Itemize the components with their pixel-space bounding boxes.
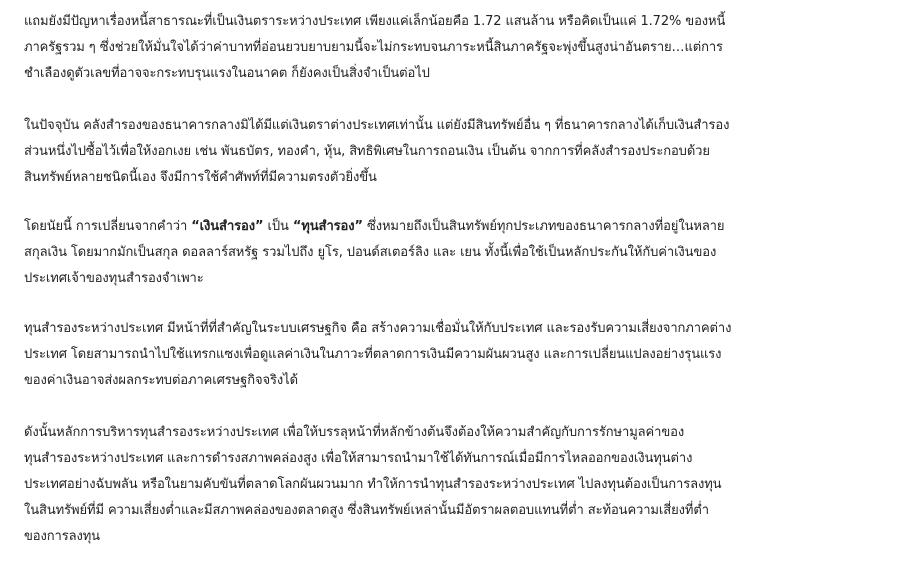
paragraph-line: ชำเลืองดูตัวเลขที่อาจจะกระทบรุนแรงในอนาคต ก็ยังคงเป็นสิ่งจำเป็นต่อไป [24, 66, 430, 81]
paragraph-line: ประเทศอย่างฉับพลัน หรือในยามคับขันที่ตลาดโลกผันผวนมาก ทำให้การนำทุนสำรองระหว่างประเทศ ไปลงทุนต้องเป็นการลงทุน [24, 477, 722, 492]
paragraph-line: ทุนสำรองระหว่างประเทศ มีหน้าที่ที่สำคัญในระบบเศรษฐกิจ คือ สร้างความเชื่อมั่นให้กับประเทศ และรองรับความเสี่ยงจากภาคต่าง [24, 321, 732, 336]
paragraph-line: ภาครัฐรวม ๆ ซึ่งช่วยให้มั่นใจได้ว่าค่าบาทที่อ่อนยวบยาบยามนี้จะไม่กระทบจนภาระหนี้สินภาครัฐจะพุ่งขึ้นสูงน่าอันตราย…แต่การ [24, 40, 723, 55]
paragraph-line: ดังนั้นหลักการบริหารทุนสำรองระหว่างประเทศ เพื่อให้บรรลุหน้าที่หลักข้างต้นจึงต้องให้ความสำคัญกับการรักษามูลค่าของ [24, 425, 685, 440]
term-reserve-money: “เงินสำรอง” [191, 219, 264, 234]
paragraph-line: สินทรัพย์หลายชนิดนี้เอง จึงมีการใช้คำศัพท์ที่มีความตรงตัวยิ่งขึ้น [24, 170, 377, 185]
paragraph-line: ทุนสำรองระหว่างประเทศ และการดำรงสภาพคล่องสูง เพื่อให้สามารถนำมาใช้ได้ทันการณ์เมื่อมีการไหลออกของเงินทุนต่าง [24, 451, 693, 466]
paragraph-line: ของค่าเงินอาจส่งผลกระทบต่อภาคเศรษฐกิจจริงได้ [24, 373, 298, 388]
paragraph-text: โดยนัยนี้ การเปลี่ยนจากคำว่า [24, 219, 192, 234]
paragraph-line: ของการลงทุน [24, 529, 100, 544]
paragraph-line: สกุลเงิน โดยมากมักเป็นสกุล ดอลลาร์สหรัฐ รวมไปถึง ยูโร, ปอนด์สเตอร์ลิง และ เยน ทั้งนี้เพื่อใช้เป็นหลักประกันให้กับค่าเงินของ [24, 245, 717, 260]
paragraph-line [24, 214, 724, 240]
paragraph-text: ซึ่งหมายถึงเป็นสินทรัพย์ทุกประเภทของธนาคารกลางที่อยู่ในหลาย [362, 219, 725, 234]
paragraph-line: ในปัจจุบัน คลังสำรองของธนาคารกลางมิได้มีแต่เงินตราต่างประเทศเท่านั้น แต่ยังมีสินทรัพย์อื่น ๆ ที่ธนาคารกลางได้เก็บเงินสำรอง [24, 118, 730, 133]
term-reserve-capital: “ทุนสำรอง” [292, 219, 363, 234]
paragraph-line: แถมยังมีปัญหาเรื่องหนี้สาธารณะที่เป็นเงินตราระหว่างประเทศ เพียงแค่เล็กน้อยคือ 1.72 แสนล้าน หรือคิดเป็นแค่ 1.72% ของหนี้ [24, 14, 726, 29]
paragraph-text: เป็น [263, 219, 293, 234]
paragraph-line: ส่วนหนึ่งไปซื้อไว้เพื่อให้งอกเงย เช่น พันธบัตร, ทองคำ, หุ้น, สิทธิพิเศษในการถอนเงิน เป็นต้น จากการที่คลังสำรองประกอบด้วย [24, 144, 710, 159]
paragraph-line: ประเทศเจ้าของทุนสำรองจำเพาะ [24, 271, 204, 286]
paragraph-line: ประเทศ โดยสามารถนำไปใช้แทรกแซงเพื่อดูแลค่าเงินในภาวะที่ตลาดการเงินมีความผันผวนสูง และการเปลี่ยนแปลงอย่างรุนแรง [24, 347, 722, 362]
paragraph-line: ในสินทรัพย์ที่มี ความเสี่ยงต่ำและมีสภาพคล่องของตลาดสูง ซึ่งสินทรัพย์เหล่านั้นมีอัตราผลตอบแทนที่ต่ำ สะท้อนความเสี่ยงที่ต่ำ [24, 503, 709, 518]
